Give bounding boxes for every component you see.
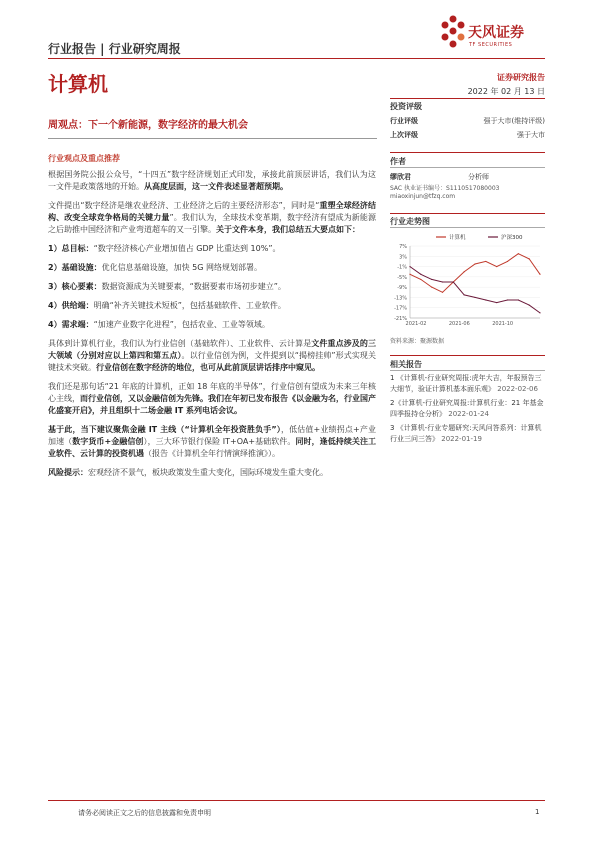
related-divider (390, 355, 545, 356)
data-point (539, 312, 540, 313)
data-point (529, 305, 530, 306)
author-sub-divider (390, 167, 545, 168)
data-point (518, 253, 519, 254)
company-logo (438, 14, 548, 54)
previous-rating-label: 上次评级 (390, 131, 418, 139)
author-role: 分析师 (468, 173, 489, 181)
body-paragraph (48, 262, 376, 274)
footer-divider (48, 800, 545, 801)
legend-label: 沪深300 (501, 235, 523, 241)
series-line-computer (410, 254, 540, 293)
author-title: 作者 (390, 157, 406, 166)
emphasis-text: 2）基础设施： (48, 263, 102, 272)
series-line-hs300 (410, 267, 540, 313)
related-report-date: 2022-01-19 (441, 434, 482, 443)
paragraph-text: 文件提出“数字经济是继农业经济、工业经济之后的主要经济形态”，同时是“ (48, 201, 320, 210)
logo-subtitle: TF SECURITIES (469, 42, 513, 48)
paragraph-text: 根据国务院公报公众号，“十四五”数字经济规划正式印发，承接此前顶层讲话，我们认为这一文件是政策落地的开始。 (48, 170, 376, 191)
body-paragraph (48, 319, 376, 331)
emphasis-text: 关于文件本身，我们总结五大要点如下： (216, 225, 360, 234)
data-point (507, 299, 508, 300)
section-heading: 行业观点及重点推荐 (48, 154, 120, 163)
data-point (496, 266, 497, 267)
page-title: 计算机 (48, 72, 108, 96)
emphasis-text: 4）需求端： (48, 320, 94, 329)
emphasis-text: 重塑全球经济结构、改变全球竞争格局的关键力量 (48, 201, 376, 222)
emphasis-text: 数字货币+金融信创 (72, 437, 144, 446)
data-point (431, 287, 432, 288)
paragraph-text: ，低估值+业绩拐点+产业加速（ (48, 425, 376, 446)
footer-disclaimer: 请务必阅读正文之后的信息披露和免责申明 (78, 809, 211, 817)
data-point (442, 281, 443, 282)
author-divider (390, 152, 545, 153)
emphasis-text: 3）核心要素： (48, 282, 102, 291)
related-report-title: 2《计算机-行业研究周报:计算机行业：21 年基金四季报持仓分析》 (390, 399, 544, 418)
paragraph-text: ），三大环节银行保险 IT+OA+基础软件。 (143, 437, 296, 446)
emphasis-text: 而行业信创，又以金融信创为先锋。我们在年初已发布报告《以金融为名，行业国产化盛宴开启》，并且组织十二场金融 IT 系列电话会议。 (48, 394, 376, 415)
data-point (507, 261, 508, 262)
logo-name: 天风证券 (468, 25, 524, 41)
related-report-title: 3 《计算机-行业专题研究:天风问答系列：计算机行业三问三答》 (390, 424, 542, 443)
page-number: 1 (535, 808, 540, 816)
data-point (518, 299, 519, 300)
paragraph-text: 。以行业信创为例，文件提到以“揭榜挂帅”形式实现关键技术突破。 (48, 351, 377, 372)
data-point (453, 281, 454, 282)
emphasis-text: 从高度层面，这一文件表述显著超预期。 (144, 182, 288, 191)
data-point (420, 274, 421, 275)
emphasis-text: 1）总目标： (48, 244, 94, 253)
report-body (48, 169, 376, 486)
y-tick-label: 3% (399, 254, 407, 261)
body-paragraph (48, 169, 376, 193)
paragraph-text: 宏观经济不景气，板块政策发生重大变化，国际环境发生重大变化。 (88, 468, 328, 477)
data-point (464, 294, 465, 295)
report-date: 2022 年 02 月 13 日 (467, 87, 545, 96)
paragraph-text: （报告《计算机全年行情演绎推演》）。 (144, 449, 280, 458)
paragraph-text: “加速产业数字化进程”，包括农业、工业等领域。 (93, 320, 270, 329)
previous-rating-value: 强于大市 (517, 131, 545, 139)
y-tick-label: -21% (394, 316, 407, 322)
paragraph-text: “数字经济核心产业增加值占 GDP 比重达到 10%”。 (93, 244, 281, 253)
author-cert: SAC 执业证书编号：S1110517080003 (390, 185, 500, 192)
data-point (539, 274, 540, 275)
y-tick-label: -5% (397, 274, 407, 281)
body-paragraph (48, 467, 376, 479)
report-category: 行业报告 | 行业研究周报 (48, 42, 181, 56)
related-report-title: 1 《计算机-行业研究周报:虎年大吉，年报预告三大细节，验证计算机基本面乐观》 (390, 374, 542, 393)
data-point (431, 279, 432, 280)
emphasis-text: 同时，逢低持续关注工业软件、云计算的投资机遇 (48, 437, 377, 458)
related-sub-divider (390, 370, 545, 371)
body-paragraph (48, 243, 376, 255)
emphasis-text: 风险提示： (48, 468, 88, 477)
emphasis-text: 基于此，当下建议聚焦金融 IT 主线（“计算机全年投资胜负手”） (48, 425, 281, 434)
y-tick-label: -17% (394, 305, 407, 312)
body-paragraph (48, 424, 376, 460)
body-paragraph (48, 338, 376, 374)
rating-top-divider (390, 98, 545, 99)
data-point (496, 302, 497, 303)
rating-title: 投资评级 (390, 102, 422, 111)
emphasis-text: 行业信创在数字经济的地位，也可从此前顶层讲话排序中窥见。 (96, 363, 320, 372)
x-tick-label: 2021-10 (492, 321, 514, 327)
header-divider (48, 58, 545, 59)
trend-title: 行业走势图 (390, 217, 430, 226)
body-paragraph (48, 300, 376, 312)
paragraph-text: 我们还是那句话“21 年底的计算机，正如 18 年底的半导体”，行业信创有望成为未来三年核心主线， (48, 382, 376, 403)
data-point (529, 258, 530, 259)
data-point (474, 297, 475, 298)
related-report-date: 2022-02-06 (497, 384, 538, 393)
related-report-date: 2022-01-24 (448, 409, 489, 418)
report-subtitle: 周观点：下一个新能源，数字经济的最大机会 (48, 120, 248, 131)
related-report-item[interactable] (390, 373, 545, 394)
y-tick-label: -9% (397, 285, 407, 292)
y-tick-label: -13% (394, 295, 407, 302)
report-type: 证券研究报告 (497, 73, 545, 82)
data-point (409, 266, 410, 267)
body-paragraph (48, 281, 376, 293)
emphasis-text: 4）供给端： (48, 301, 94, 310)
data-point (420, 279, 421, 280)
related-report-list (390, 373, 545, 448)
body-paragraph (48, 381, 376, 417)
y-tick-label: 7% (399, 244, 407, 250)
body-paragraph (48, 200, 376, 236)
data-point (485, 299, 486, 300)
related-report-item[interactable] (390, 423, 545, 444)
author-name: 缪欣君 (390, 173, 411, 181)
paragraph-text: 数据资源成为关键要素，“数据要素市场初步建立”。 (101, 282, 286, 291)
data-point (464, 271, 465, 272)
rating-value: 强于大市(维持评级) (483, 117, 545, 125)
trend-chart (388, 230, 546, 330)
logo-mark-icon (438, 14, 468, 52)
paragraph-text: ”。我们认为，全球技术变革期，数字经济有望成为新能源之后助推中国经济和产业弯道超车的又一引擎。 (48, 213, 376, 234)
data-point (442, 292, 443, 293)
paragraph-text: 优化信息基础设施，加快 5G 网络规划部署。 (101, 263, 262, 272)
author-email[interactable]: miaoxinjun@tfzq.com (390, 193, 456, 200)
emphasis-text: 文件重点涉及的三大领域（分别对应以上第四和第五点） (48, 339, 376, 360)
chart-source: 资料来源：聚源数据 (390, 338, 445, 345)
legend-label: 计算机 (449, 235, 466, 241)
y-tick-label: -1% (397, 264, 407, 271)
x-tick-label: 2021-06 (448, 321, 470, 327)
paragraph-text: 具体到计算机行业，我们认为行业信创（基础软件）、工业软件、云计算是 (48, 339, 312, 348)
rating-label: 行业评级 (390, 117, 418, 125)
trend-divider (390, 213, 545, 214)
related-title: 相关报告 (390, 360, 422, 369)
paragraph-text: 明确“补齐关键技术短板”，包括基础软件、工业软件。 (93, 301, 286, 310)
data-point (409, 274, 410, 275)
data-point (485, 261, 486, 262)
x-tick-label: 2021-02 (405, 321, 427, 327)
data-point (474, 263, 475, 264)
related-report-item[interactable] (390, 398, 545, 419)
trend-sub-divider (390, 227, 545, 228)
subtitle-divider (48, 138, 377, 139)
